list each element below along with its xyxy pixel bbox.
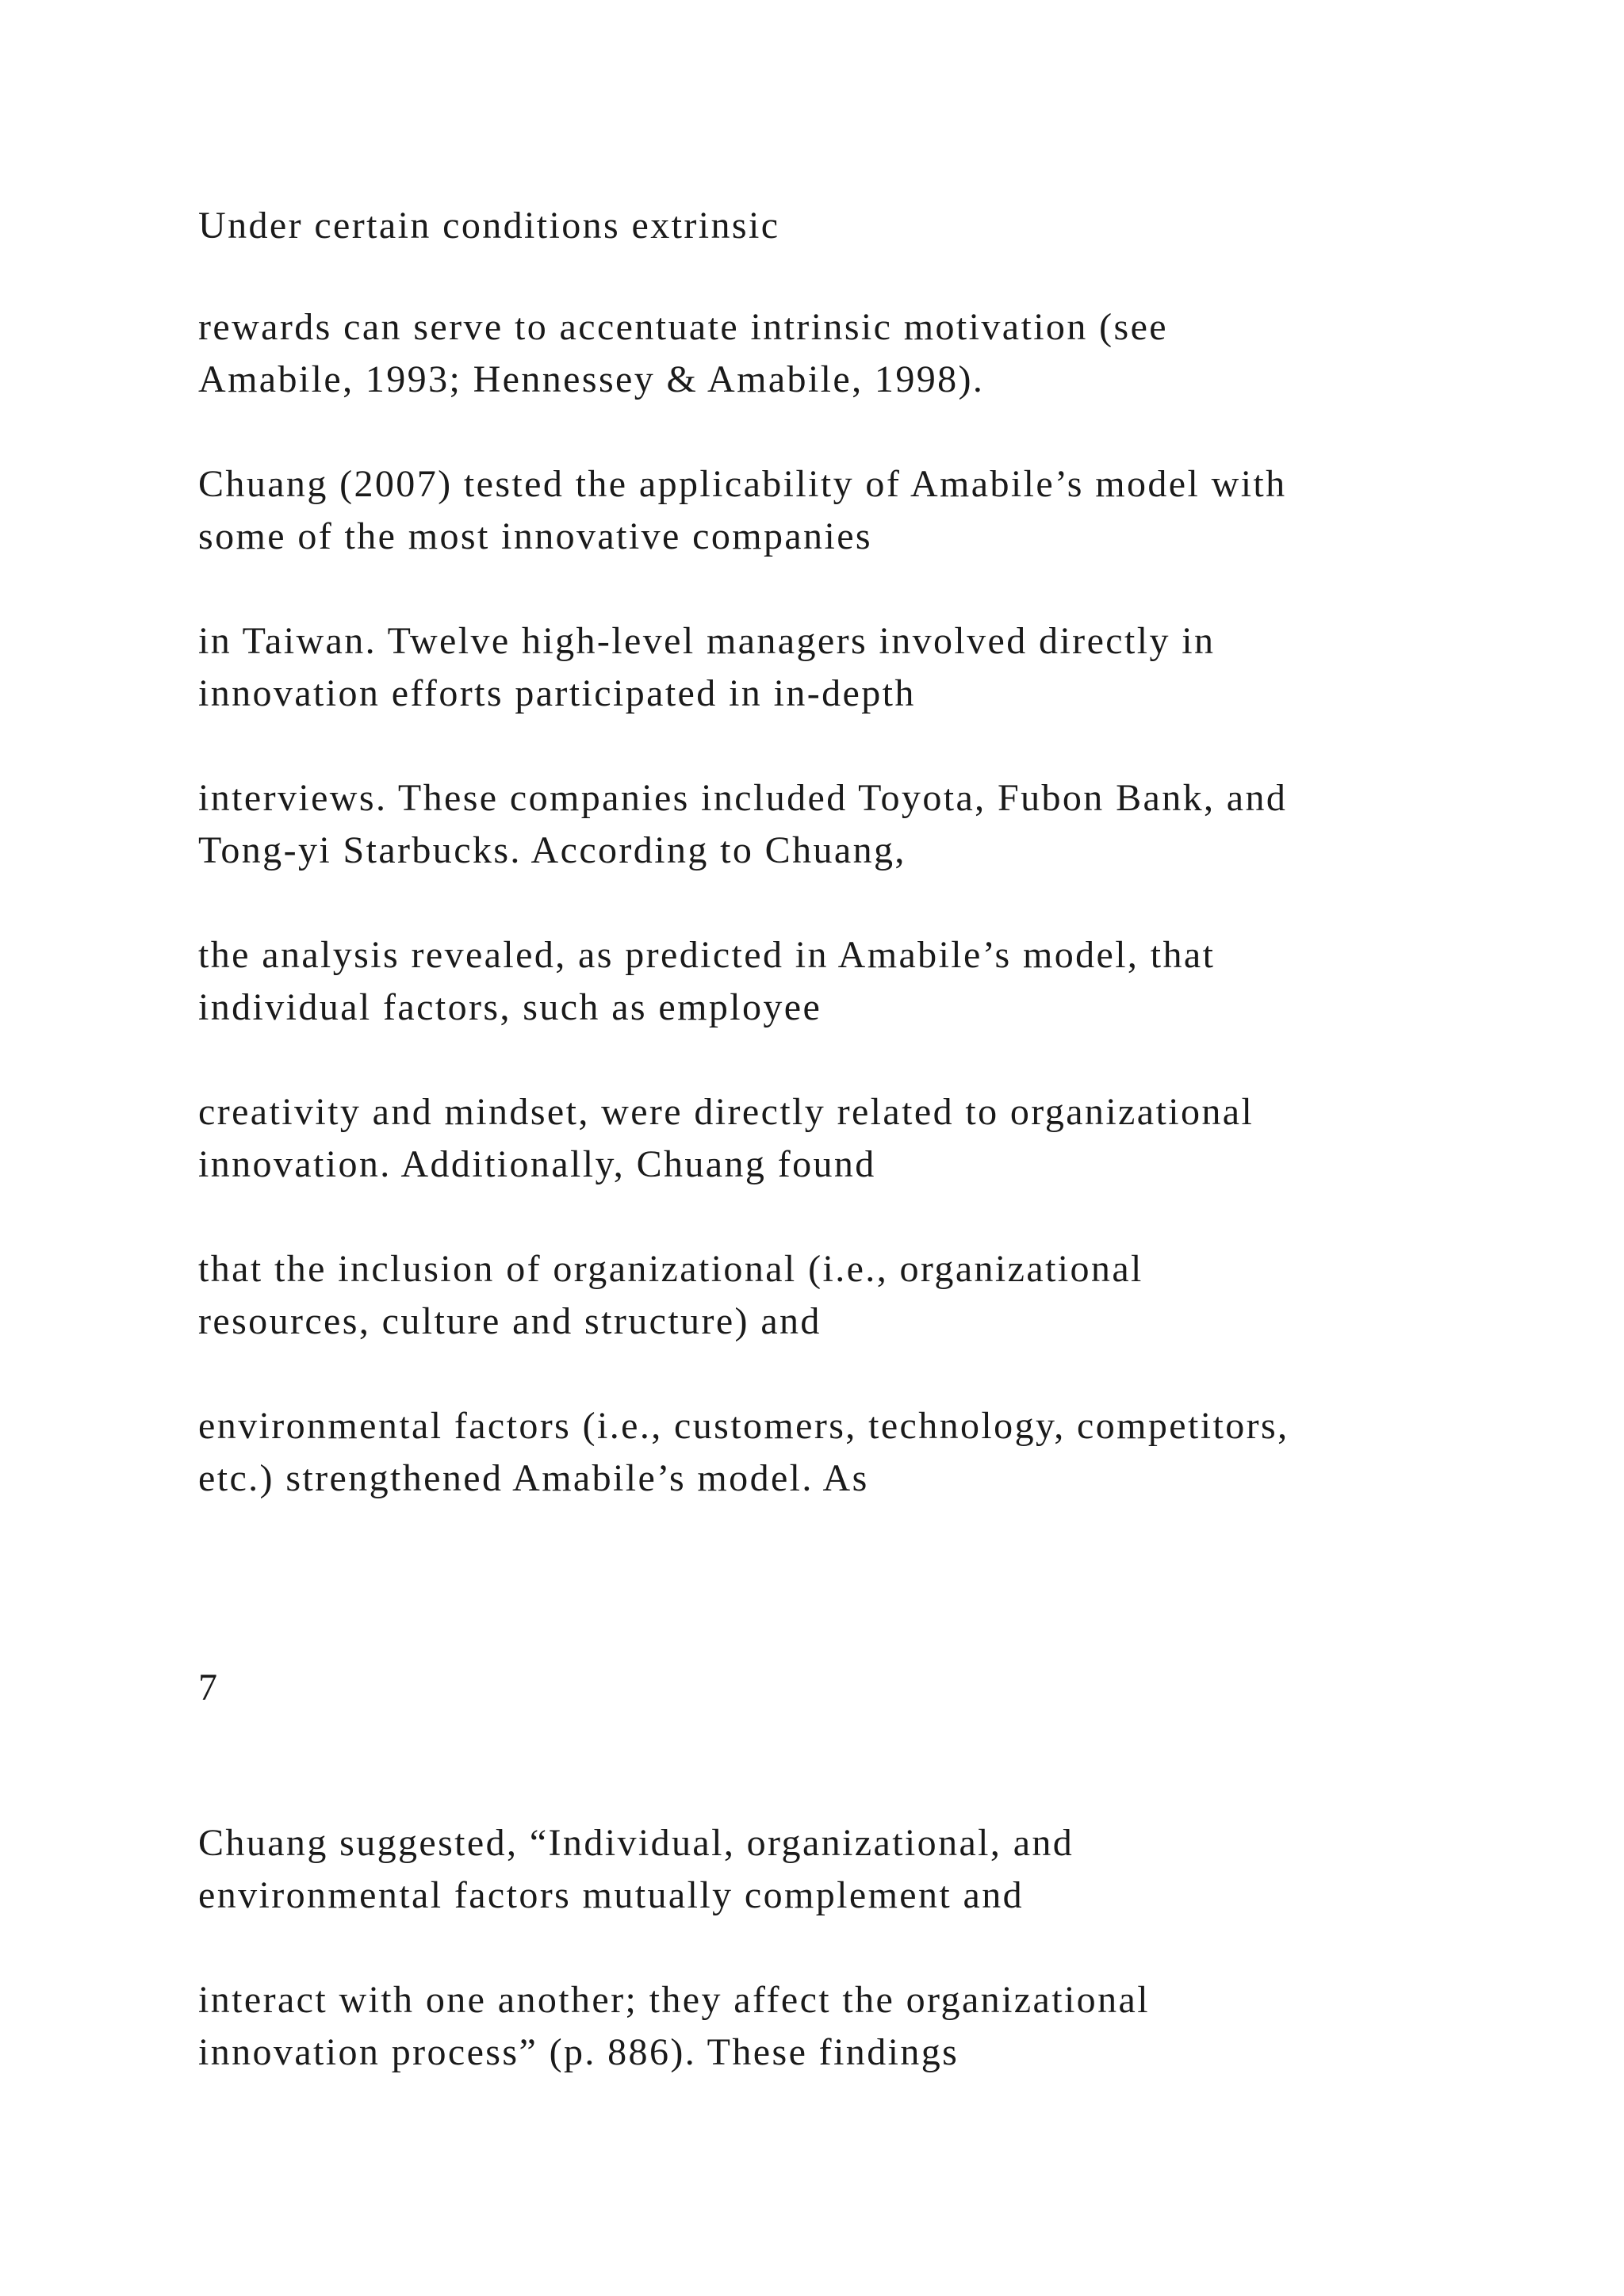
paragraph-11 [198,1974,1150,2079]
text-line: interact with one another; they affect the organizational [198,1979,1150,2021]
page-number: 7 [198,1667,217,1709]
text-line: innovation. Additionally, Chuang found [198,1143,876,1185]
paragraph-3 [198,458,1287,563]
paragraph-10 [198,1817,1074,1922]
paragraph-4 [198,615,1215,720]
paragraph-9 [198,1400,1289,1505]
text-line: innovation process” (p. 886). These findings [198,2031,959,2073]
paragraph-7 [198,1086,1254,1191]
text-line: resources, culture and structure) and [198,1300,822,1342]
paragraph-1 [198,200,779,252]
paragraph-5 [198,772,1287,877]
text-line: environmental factors mutually complement and [198,1874,1025,1916]
text-line: interviews. These companies included Toyota, Fubon Bank, and [198,777,1288,819]
text-line: innovation efforts participated in in-depth [198,672,916,714]
text-line: rewards can serve to accentuate intrinsic motivation (see [198,306,1169,348]
text-line: the analysis revealed, as predicted in Amabile’s model, that [198,934,1216,976]
text-line: etc.) strengthened Amabile’s model. As [198,1457,869,1499]
text-line: creativity and mindset, were directly related to organizational [198,1091,1254,1133]
text-line: Chuang suggested, “Individual, organizational, and [198,1822,1074,1864]
paragraph-8 [198,1243,1143,1348]
text-line: Amabile, 1993; Hennessey & Amabile, 1998). [198,358,985,400]
text-line: environmental factors (i.e., customers, technology, competitors, [198,1405,1289,1447]
paragraph-2 [198,301,1168,406]
text-line: Chuang (2007) tested the applicability of Amabile’s model with [198,463,1287,505]
text-line: in Taiwan. Twelve high-level managers involved directly in [198,620,1216,662]
paragraph-6 [198,929,1215,1034]
text-line: some of the most innovative companies [198,515,872,557]
text-line: that the inclusion of organizational (i.e., organizational [198,1248,1143,1290]
text-line: individual factors, such as employee [198,986,822,1028]
text-line: Tong-yi Starbucks. According to Chuang, [198,829,906,871]
text-line: Under certain conditions extrinsic [198,205,780,247]
